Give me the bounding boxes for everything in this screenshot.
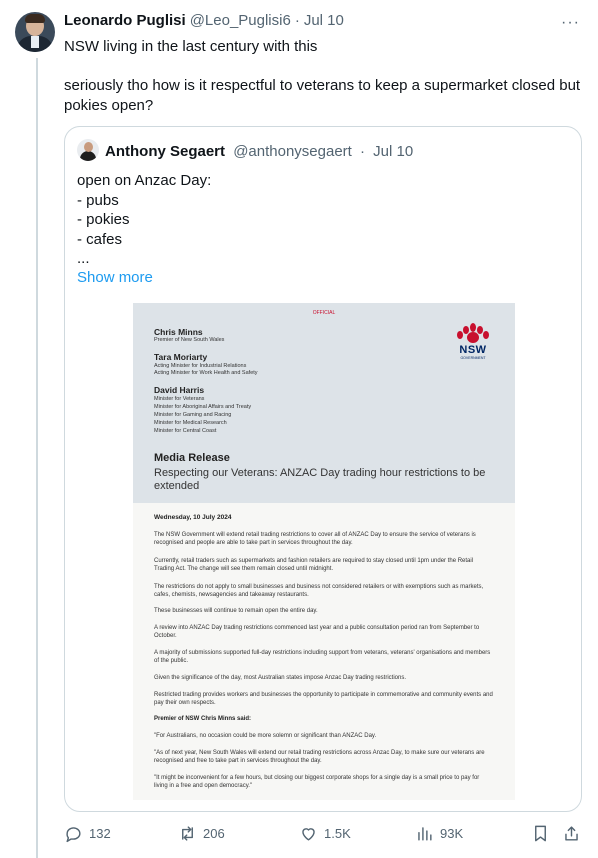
release-paragraph: A review into ANZAC Day trading restrictions commenced last year and a public consultation period ran from September to October. <box>154 625 480 639</box>
release-paragraph: A majority of submissions supported full-day restrictions including support from veterans, veterans' organisations and members of the public. <box>154 650 491 664</box>
author-handle[interactable]: @Leo_Puglisi6 <box>189 12 291 29</box>
waratah-icon <box>453 323 493 343</box>
repost-count: 206 <box>203 826 225 841</box>
quoted-tweet-header <box>105 143 413 160</box>
minister-name: Tara Moriarty <box>154 352 208 362</box>
tweet-text-line: NSW living in the last century with this <box>64 38 318 55</box>
reply-count: 132 <box>89 826 111 841</box>
quoted-text-line: ... <box>77 250 90 267</box>
header-separator: · <box>294 12 300 29</box>
like-button[interactable] <box>299 824 351 843</box>
repost-button[interactable] <box>178 824 225 843</box>
official-label: OFFICIAL <box>312 310 336 316</box>
bookmark-button[interactable] <box>531 824 550 843</box>
tweet-header <box>64 12 344 29</box>
quoted-author-avatar[interactable] <box>77 139 99 161</box>
quoted-author-name[interactable]: Anthony Segaert <box>105 143 226 160</box>
quoted-text-line: - pubs <box>77 192 119 209</box>
quoted-tweet[interactable] <box>64 126 582 812</box>
release-paragraph: The restrictions do not apply to small businesses and business not considered retailers or with exemptions such as markets, cafes, chemists, newsagencies and takeaway restaurants. <box>154 584 484 598</box>
nsw-logo-text: NSW <box>459 344 487 356</box>
quoted-author-handle[interactable]: @anthonysegaert <box>233 143 352 160</box>
release-date: Wednesday, 10 July 2024 <box>154 514 232 521</box>
minister-role: Minister for Veterans <box>154 396 205 402</box>
release-paragraph: The NSW Government will extend retail trading restrictions to cover all of ANZAC Day to ensure the service of veterans is recognised and people are able to take part in services throughout the day. <box>154 532 476 546</box>
nsw-logo-subtext: GOVERNMENT <box>460 356 486 360</box>
minister-role: Minister for Central Coast <box>154 428 217 434</box>
quoted-header-separator: · <box>360 143 365 160</box>
show-more-link[interactable]: Show more <box>77 269 153 286</box>
release-paragraph: Restricted trading provides workers and businesses the opportunity to participate in commemorative and community events and pay their own respects. <box>154 692 493 706</box>
release-paragraph: "For Australians, no occasion could be more solemn or significant than ANZAC Day. <box>154 733 377 739</box>
author-avatar[interactable] <box>15 12 55 52</box>
minister-role: Acting Minister for Industrial Relations <box>154 363 247 369</box>
media-release-image[interactable] <box>133 303 515 800</box>
share-button[interactable] <box>562 824 581 843</box>
reply-icon <box>64 824 83 843</box>
minister-role: Minister for Aboriginal Affairs and Treaty <box>154 404 252 410</box>
views-icon <box>415 824 434 843</box>
release-paragraph: Currently, retail traders such as supermarkets and fashion retailers are required to stay closed until 1pm under the Retail Trading Act. The change will see them remain closed until midnight. <box>154 558 474 572</box>
release-paragraph: These businesses will continue to remain open the entire day. <box>154 608 318 614</box>
minister-role: Acting Minister for Work Health and Safety <box>154 370 258 376</box>
minister-role: Minister for Gaming and Racing <box>154 412 232 418</box>
release-paragraph: "It might be inconvenient for a few hours, but closing our biggest corporate shops for a single day is a small price to pay for living in a free and open democracy." <box>154 775 480 789</box>
reply-button[interactable] <box>64 824 111 843</box>
repost-icon <box>178 824 197 843</box>
author-name[interactable]: Leonardo Puglisi <box>64 12 186 29</box>
thread-connector-line <box>36 58 38 858</box>
nsw-government-logo <box>453 323 493 360</box>
tweet-action-bar <box>64 824 582 848</box>
minister-name: David Harris <box>154 385 205 395</box>
release-paragraph: Premier of NSW Chris Minns said: <box>154 716 252 722</box>
release-paragraph: Given the significance of the day, most Australian states impose Anzac Day trading restrictions. <box>154 675 407 681</box>
quoted-text-line: - cafes <box>77 231 123 248</box>
media-release-headline: Respecting our Veterans: ANZAC Day trading hour restrictions to be extended <box>154 467 486 492</box>
minister-role: Premier of New South Wales <box>154 337 225 343</box>
media-release-label: Media Release <box>154 452 230 464</box>
release-paragraph: "As of next year, New South Wales will extend our retail trading restrictions across Anzac Day, to make sure our veterans are recognised and free to take part in services throughout the day. <box>154 750 485 764</box>
quoted-tweet-date[interactable]: Jul 10 <box>373 143 414 160</box>
minister-role: Minister for Medical Research <box>154 420 227 426</box>
more-options-icon[interactable]: ··· <box>561 14 580 31</box>
tweet-text-line: pokies open? <box>64 97 154 114</box>
share-icon <box>562 824 581 843</box>
quoted-text-line: - pokies <box>77 211 130 228</box>
bookmark-icon <box>531 824 550 843</box>
tweet-date[interactable]: Jul 10 <box>303 12 344 29</box>
quoted-text-line: open on Anzac Day: <box>77 172 212 189</box>
minister-name: Chris Minns <box>154 327 203 337</box>
tweet-text-line: seriously tho how is it respectful to veterans to keep a supermarket closed but <box>64 77 581 94</box>
views-button[interactable] <box>415 824 463 843</box>
heart-icon <box>299 824 318 843</box>
like-count: 1.5K <box>324 826 351 841</box>
views-count: 93K <box>440 826 464 841</box>
